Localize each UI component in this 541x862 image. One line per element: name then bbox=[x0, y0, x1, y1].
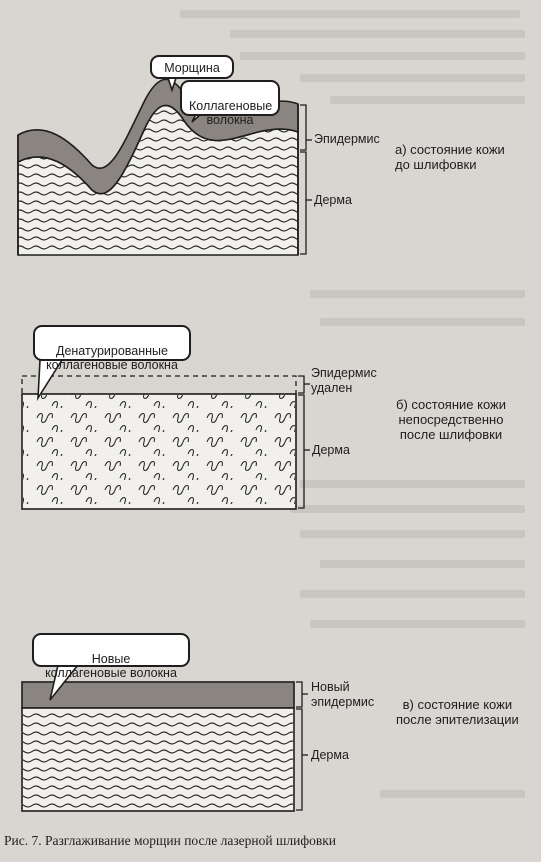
label-epidermis-a: Эпидермис bbox=[314, 132, 380, 146]
state-c: в) состояние кожи после эпителизации bbox=[396, 697, 519, 727]
label-dermis-c: Дерма bbox=[311, 748, 349, 762]
callout-new-collagen: Новые коллагеновые волокна bbox=[32, 633, 190, 667]
callout-collagen-fibers: Коллагеновые волокна bbox=[180, 80, 280, 116]
bracket-dermis-b bbox=[298, 395, 304, 508]
callout-wrinkle: Морщина bbox=[150, 55, 234, 79]
label-epidermis-removed: Эпидермис удален bbox=[311, 366, 377, 395]
bracket-epidermis-c bbox=[296, 682, 302, 707]
label-new-epidermis: Новый эпидермис bbox=[311, 680, 375, 709]
state-a: а) состояние кожи до шлифовки bbox=[395, 142, 505, 172]
callout-denatured-collagen: Денатурированные коллагеновые волокна bbox=[33, 325, 191, 361]
bracket-dermis-a bbox=[300, 152, 306, 254]
bracket-dermis-c bbox=[296, 709, 302, 810]
new-epidermis-c bbox=[22, 682, 294, 708]
figure-caption: Рис. 7. Разглаживание морщин после лазерной шлифовки bbox=[4, 833, 337, 848]
panel-b bbox=[22, 360, 310, 509]
bracket-epidermis-a bbox=[300, 105, 306, 150]
state-b: б) состояние кожи непосредственно после шлифовки bbox=[396, 397, 506, 442]
label-dermis-a: Дерма bbox=[314, 193, 352, 207]
label-dermis-b: Дерма bbox=[312, 443, 350, 457]
removed-epidermis-outline bbox=[22, 376, 296, 394]
bracket-removed-b bbox=[298, 376, 304, 393]
panel-c bbox=[22, 665, 308, 811]
